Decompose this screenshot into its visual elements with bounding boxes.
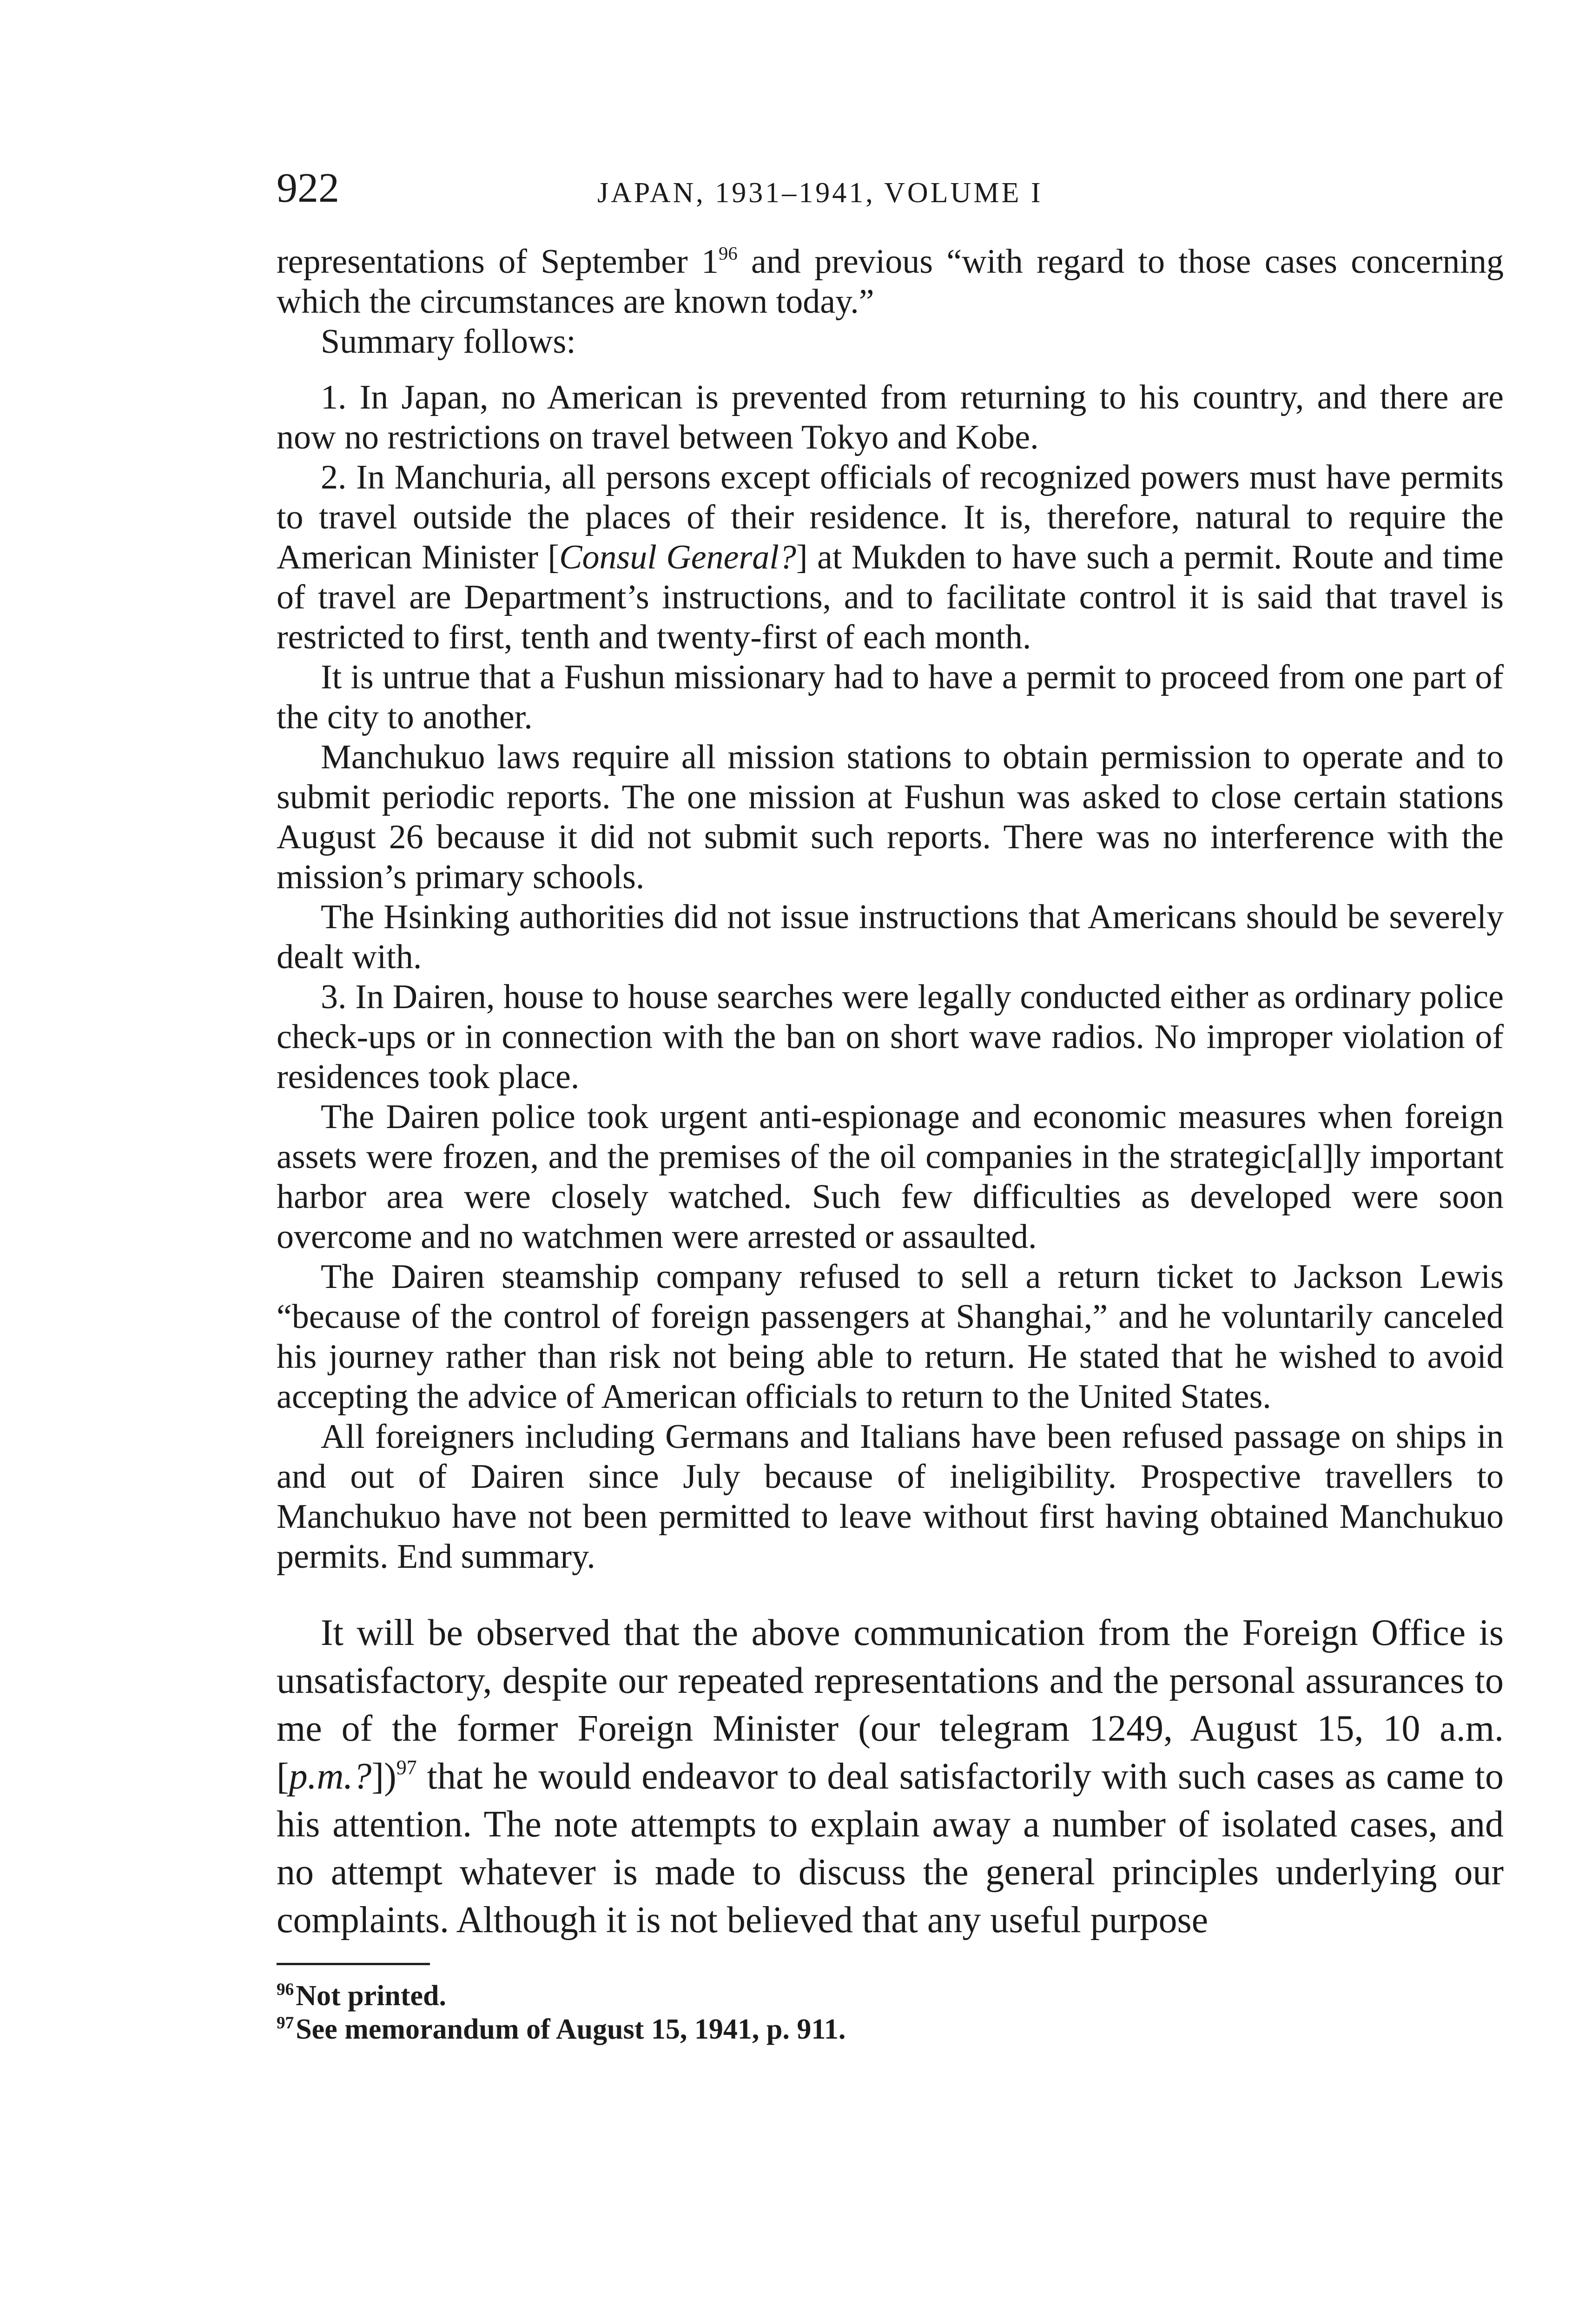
paragraph: Summary follows: bbox=[321, 323, 576, 361]
footnote-text: Not printed. bbox=[296, 1980, 446, 2012]
paragraph: The Dairen police took urgent anti-espionage and economic measures when foreign assets were frozen, and the premises of the oil companies in the strategic[al]ly important harbor area were closely watched. Such few difficulties as developed were soon overcome and no watchmen were arrested or assaulted. bbox=[277, 1098, 1504, 1256]
text-span: ] at Mukden to have such a permit. Route and time of travel are Department’s instructions, and to facilitate control it is said that travel is restricted to first, tenth and twenty-first of each month. bbox=[277, 538, 1504, 656]
main-text bbox=[277, 242, 1504, 2046]
footnote-ref: 97 bbox=[396, 1756, 417, 1779]
page-header bbox=[263, 165, 1506, 211]
footnote-text: See memorandum of August 15, 1941, p. 911. bbox=[296, 2014, 846, 2045]
summary-section bbox=[277, 242, 1504, 1577]
running-head: JAPAN, 1931–1941, VOLUME I bbox=[597, 177, 1043, 209]
italic-text: p.m.? bbox=[289, 1756, 372, 1797]
paragraph: 1. In Japan, no American is prevented from returning to his country, and there are now no restrictions on travel between Tokyo and Kobe. bbox=[277, 378, 1504, 456]
text-span: representations of September 1 bbox=[277, 243, 719, 281]
paragraph: The Hsinking authorities did not issue instructions that Americans should be severely dealt with. bbox=[277, 898, 1504, 976]
paragraph: Manchukuo laws require all mission stations to obtain permission to operate and to submit periodic reports. The one mission at Fushun was asked to close certain stations August 26 because it did not submit such reports. There was no interference with the mission’s primary schools. bbox=[277, 738, 1504, 896]
paragraph: All foreigners including Germans and Italians have been refused passage on ships in and out of Dairen since July because of ineligibility. Prospective travellers to Manchukuo have not been permitted to leave without first having obtained Manchukuo permits. End summary. bbox=[277, 1418, 1504, 1576]
paragraph bbox=[277, 457, 1504, 657]
paragraph: It is untrue that a Fushun missionary had to have a permit to proceed from one part of the city to another. bbox=[277, 658, 1504, 736]
paragraph: 3. In Dairen, house to house searches were legally conducted either as ordinary police check-ups or in connection with the ban on short wave radios. No improper violation of residences took place. bbox=[277, 978, 1504, 1096]
commentary-section bbox=[277, 1609, 1504, 1944]
footnote-ref: 96 bbox=[719, 243, 738, 264]
footnote bbox=[277, 1979, 1504, 2013]
text-span: and previous “with regard to those cases concerning which the circumstances are known today.” bbox=[277, 243, 1504, 321]
text-span: ]) bbox=[371, 1756, 396, 1797]
text-span: that he would endeavor to deal satisfactorily with such cases as came to his attention. The note attempts to explain away a number of isolated cases, and no attempt whatever is made to discuss the general principles underlying our complaints. Although it is not believed that any useful purpose bbox=[277, 1756, 1504, 1941]
footnote-mark: 97 bbox=[277, 2013, 294, 2033]
footnote-divider bbox=[277, 1963, 430, 1965]
paragraph bbox=[277, 242, 1504, 322]
text-span: It will be observed that the above communication from the Foreign Office is unsatisfactory, despite our repeated representations and the personal assurances to me of the former Foreign Minister (our telegram 1249, August 15, 10 a.m. [ bbox=[277, 1612, 1504, 1797]
paragraph: The Dairen steamship company refused to sell a return ticket to Jackson Lewis “because of the control of foreign passengers at Shanghai,” and he voluntarily canceled his journey rather than risk not being able to return. He stated that he wished to avoid accepting the advice of American officials to return to the United States. bbox=[277, 1258, 1504, 1416]
paragraph bbox=[277, 1609, 1504, 1944]
footnote-mark: 96 bbox=[277, 1980, 294, 1999]
footnotes bbox=[277, 1979, 1504, 2046]
page-number: 922 bbox=[277, 165, 339, 211]
footnote bbox=[277, 2013, 1504, 2046]
italic-text: Consul General? bbox=[559, 538, 796, 576]
text-span: 2. In Manchuria, all persons except officials of recognized powers must have permits to travel outside the places of their residence. It is, therefore, natural to require the American Minister [ bbox=[277, 458, 1504, 576]
